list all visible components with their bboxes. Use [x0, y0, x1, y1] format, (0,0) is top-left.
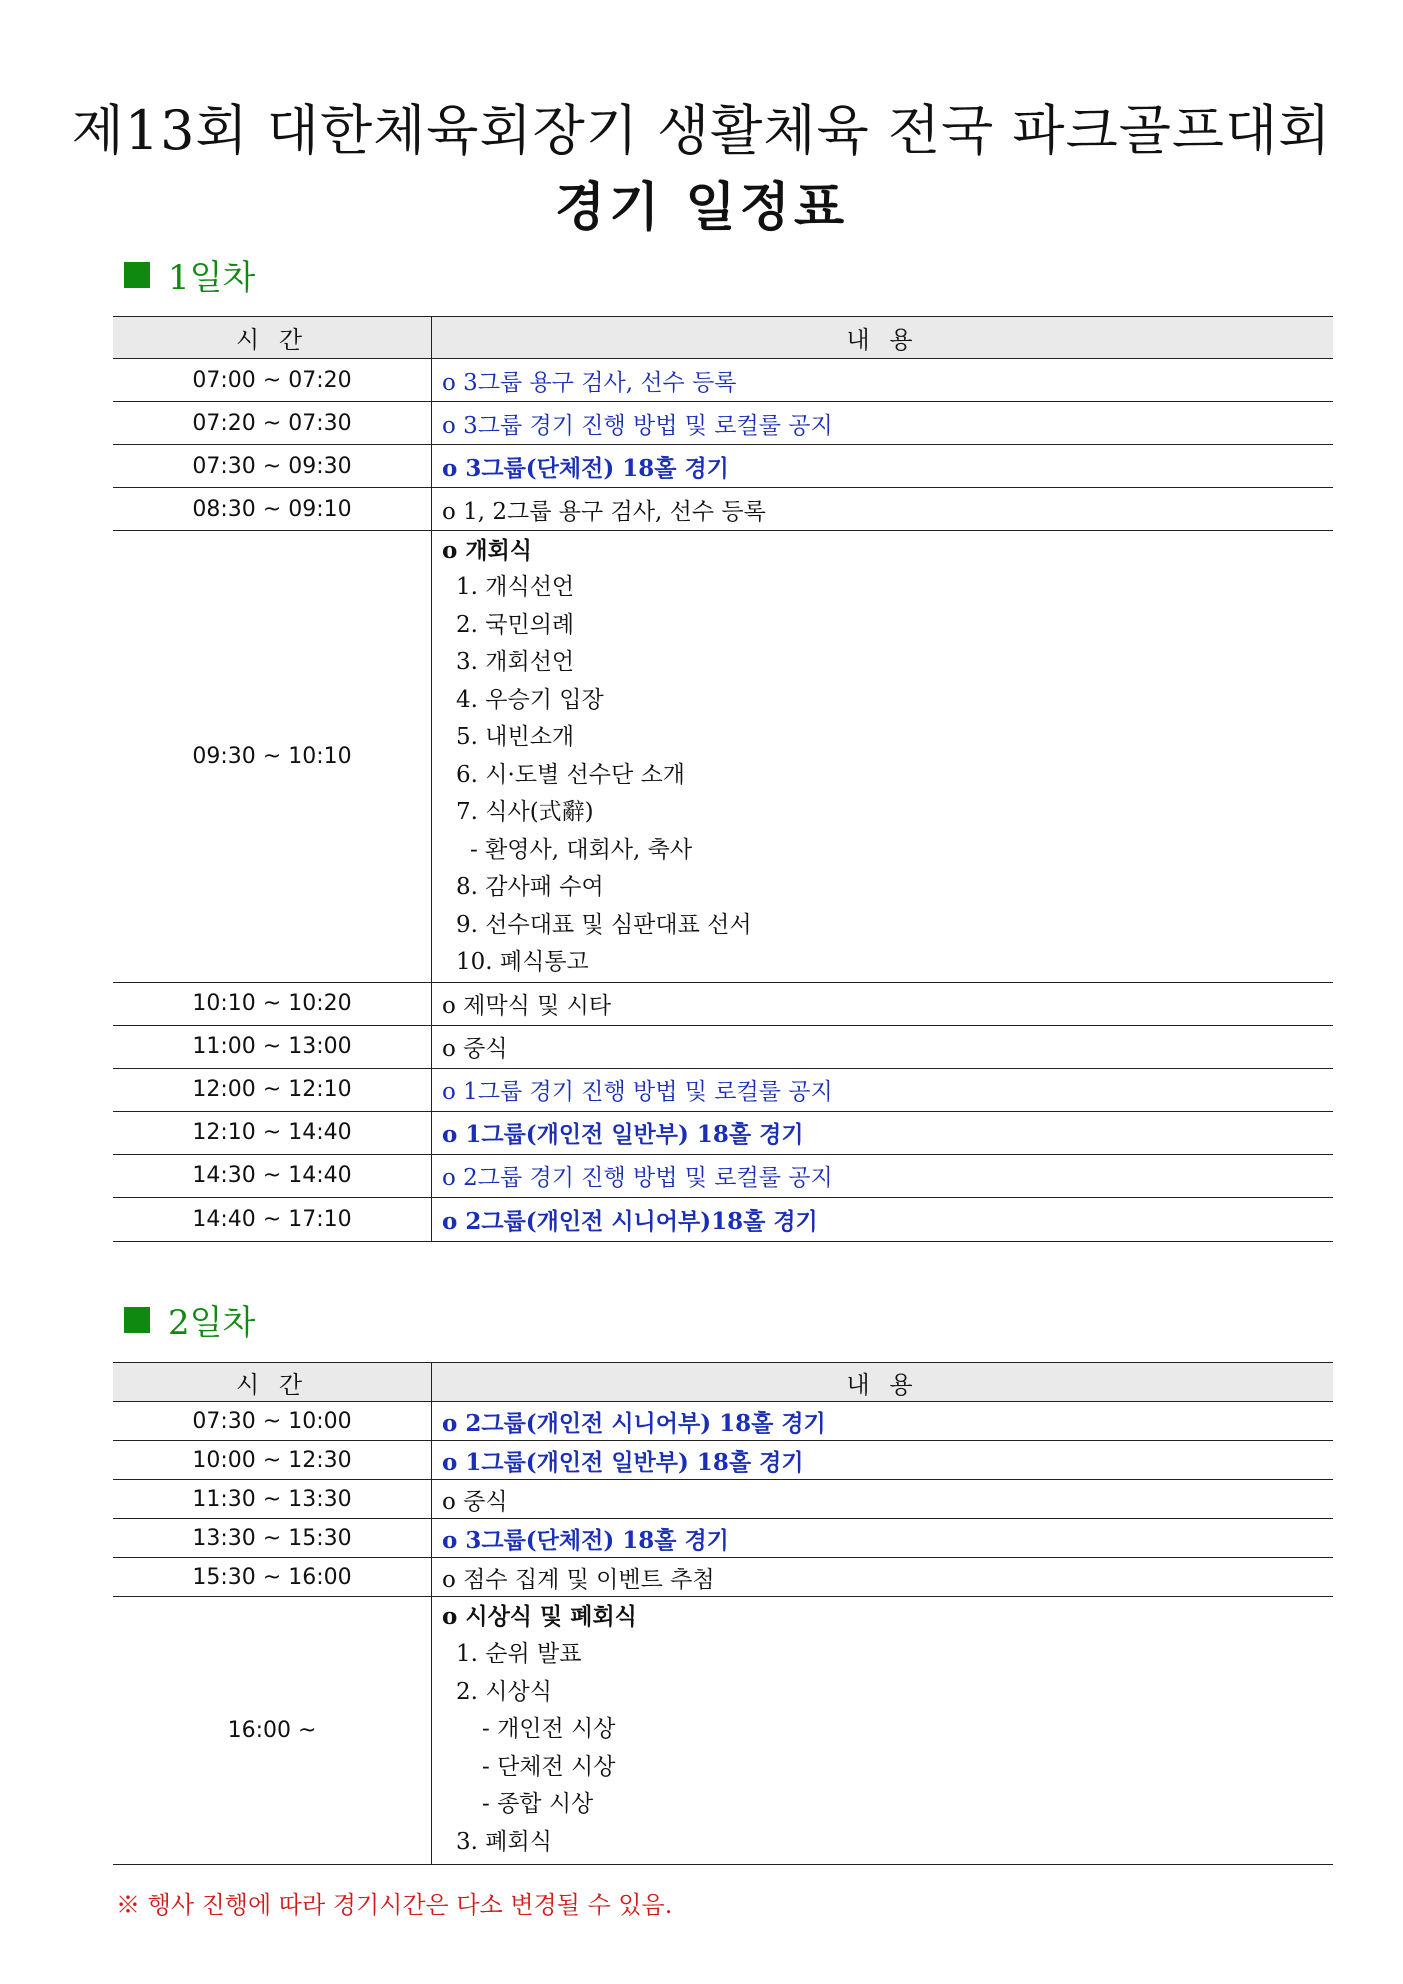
row-time: 12:00 ~ 12:10 — [113, 1068, 432, 1111]
table-row — [113, 1025, 1333, 1068]
green-square-icon — [124, 262, 150, 288]
row-content: o 1, 2그룹 용구 검사, 선수 등록 — [432, 488, 1334, 531]
table-row — [113, 402, 1333, 445]
row-content: o 3그룹(단체전) 18홀 경기 — [432, 445, 1334, 488]
row-content: o 2그룹(개인전 시니어부)18홀 경기 — [432, 1197, 1334, 1241]
table-row-opening-ceremony — [113, 531, 1333, 983]
row-time: 07:30 ~ 10:00 — [113, 1402, 432, 1441]
row-time: 07:00 ~ 07:20 — [113, 359, 432, 402]
row-time: 10:00 ~ 12:30 — [113, 1441, 432, 1480]
ceremony-item: 9. 선수대표 및 심판대표 선서 — [456, 911, 752, 938]
table-row — [113, 359, 1333, 402]
closing-subitem: - 개인전 시상 — [482, 1716, 616, 1742]
row-time: 10:10 ~ 10:20 — [113, 982, 432, 1025]
table-row — [113, 1402, 1333, 1441]
day1-heading-label: 1일차 — [168, 258, 256, 298]
closing-item: 2. 시상식 — [456, 1678, 552, 1705]
day2-heading-label: 2일차 — [168, 1303, 256, 1343]
table-row — [113, 1558, 1333, 1597]
row-time: 11:30 ~ 13:30 — [113, 1480, 432, 1519]
row-time: 07:20 ~ 07:30 — [113, 402, 432, 445]
table-row — [113, 982, 1333, 1025]
ceremony-item: 10. 폐식통고 — [456, 949, 589, 975]
ceremony-title: o 개회식 — [442, 537, 533, 564]
ceremony-item: 5. 내빈소개 — [456, 724, 575, 750]
row-content: o 3그룹(단체전) 18홀 경기 — [432, 1519, 1334, 1558]
table-row — [113, 1197, 1333, 1241]
header-content: 내 용 — [432, 317, 1334, 359]
ceremony-item: 3. 개회선언 — [456, 649, 575, 675]
document-title: 제13회 대한체육회장기 생활체육 전국 파크골프대회 — [71, 99, 1332, 162]
closing-item: 1. 순위 발표 — [456, 1641, 582, 1667]
green-square-icon — [124, 1307, 150, 1333]
table-row — [113, 488, 1333, 531]
row-content: o 1그룹 경기 진행 방법 및 로컬룰 공지 — [432, 1068, 1334, 1111]
ceremony-item: 2. 국민의례 — [456, 611, 575, 638]
table-header-row — [113, 1363, 1333, 1402]
row-content: o 점수 집계 및 이벤트 추첨 — [432, 1558, 1334, 1597]
footnote: ※ 행사 진행에 따라 경기시간은 다소 변경될 수 있음. — [116, 1891, 673, 1919]
day2-heading — [124, 1295, 255, 1344]
table-row-closing-ceremony — [113, 1597, 1333, 1865]
closing-title: o 시상식 및 폐회식 — [442, 1603, 637, 1630]
header-time: 시 간 — [113, 1363, 432, 1402]
closing-subitem: - 단체전 시상 — [482, 1753, 616, 1780]
row-time: 14:30 ~ 14:40 — [113, 1154, 432, 1197]
row-time: 12:10 ~ 14:40 — [113, 1111, 432, 1154]
row-time: 14:40 ~ 17:10 — [113, 1197, 432, 1241]
table-row — [113, 1480, 1333, 1519]
day1-schedule-table — [113, 316, 1333, 1242]
closing-item: 3. 폐회식 — [456, 1828, 552, 1855]
row-content: o 1그룹(개인전 일반부) 18홀 경기 — [432, 1441, 1334, 1480]
row-content: o 1그룹(개인전 일반부) 18홀 경기 — [432, 1111, 1334, 1154]
row-time: 09:30 ~ 10:10 — [113, 531, 432, 983]
day1-heading — [124, 250, 255, 299]
table-row — [113, 1154, 1333, 1197]
table-row — [113, 445, 1333, 488]
ceremony-item: 4. 우승기 입장 — [456, 686, 604, 713]
table-row — [113, 1111, 1333, 1154]
row-time: 07:30 ~ 09:30 — [113, 445, 432, 488]
header-content: 내 용 — [432, 1363, 1334, 1402]
row-time: 11:00 ~ 13:00 — [113, 1025, 432, 1068]
table-row — [113, 1441, 1333, 1480]
document-subtitle: 경기 일정표 — [554, 177, 849, 238]
closing-subitem: - 종합 시상 — [482, 1791, 594, 1817]
opening-ceremony-content — [432, 531, 1334, 983]
row-content: o 중식 — [432, 1025, 1334, 1068]
row-content: o 중식 — [432, 1480, 1334, 1519]
ceremony-subitem: - 환영사, 대회사, 축사 — [470, 836, 693, 863]
row-time: 16:00 ~ — [113, 1597, 432, 1865]
ceremony-item: 1. 개식선언 — [456, 574, 575, 600]
table-row — [113, 1068, 1333, 1111]
row-content: o 제막식 및 시타 — [432, 982, 1334, 1025]
row-time: 08:30 ~ 09:10 — [113, 488, 432, 531]
ceremony-item: 6. 시·도별 선수단 소개 — [456, 761, 685, 788]
row-content: o 3그룹 용구 검사, 선수 등록 — [432, 359, 1334, 402]
table-row — [113, 1519, 1333, 1558]
row-content: o 2그룹(개인전 시니어부) 18홀 경기 — [432, 1402, 1334, 1441]
row-content: o 3그룹 경기 진행 방법 및 로컬룰 공지 — [432, 402, 1334, 445]
row-time: 15:30 ~ 16:00 — [113, 1558, 432, 1597]
ceremony-item: 7. 식사(式辭) — [456, 799, 594, 825]
closing-ceremony-content — [432, 1597, 1334, 1865]
table-header-row — [113, 317, 1333, 359]
day2-schedule-table — [113, 1362, 1333, 1865]
row-content: o 2그룹 경기 진행 방법 및 로컬룰 공지 — [432, 1154, 1334, 1197]
row-time: 13:30 ~ 15:30 — [113, 1519, 432, 1558]
ceremony-item: 8. 감사패 수여 — [456, 874, 604, 900]
header-time: 시 간 — [113, 317, 432, 359]
